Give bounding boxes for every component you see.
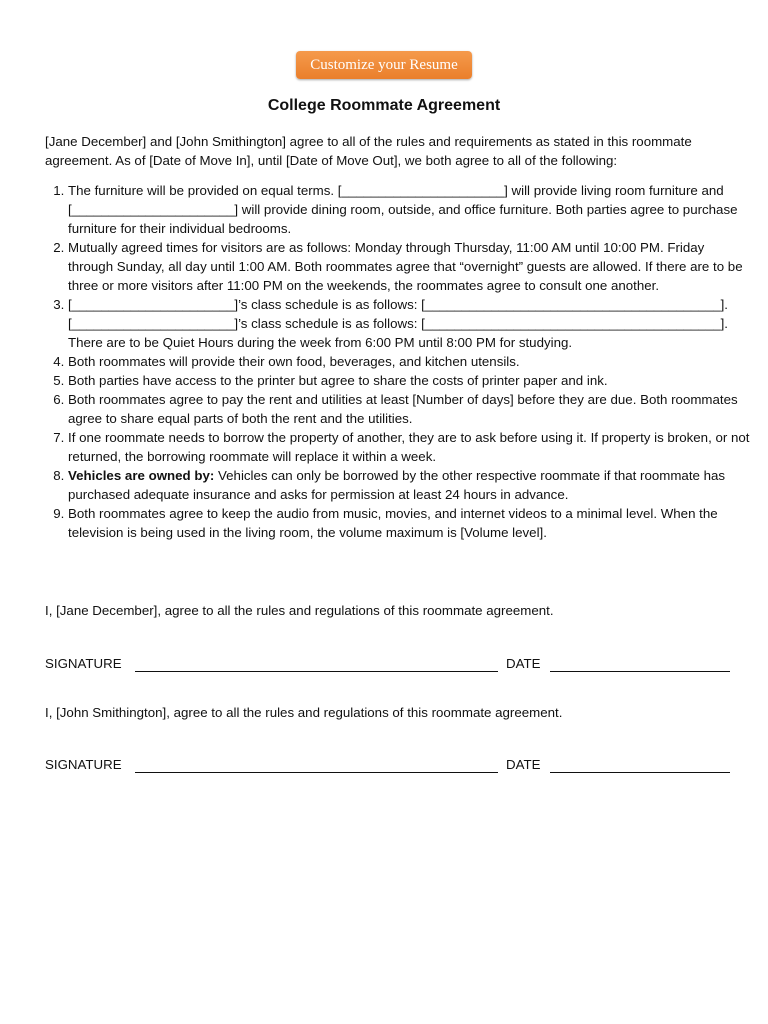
- term-text: If one roommate needs to borrow the property of another, they are to ask before using it. If property is broken, or not returned, the borrowing roommate will replace it within a week.: [68, 430, 750, 464]
- term-text: Both roommates will provide their own food, beverages, and kitchen utensils.: [68, 354, 520, 369]
- consent-statement-1: I, [Jane December], agree to all the rules and regulations of this roommate agreement.: [45, 603, 554, 618]
- list-item: [68, 238, 750, 295]
- intro-paragraph: [Jane December] and [John Smithington] agree to all of the rules and requirements as stated in this roommate agreement. As of [Date of Move In], until [Date of Move Out], we both agree to all of the following:: [45, 134, 692, 168]
- signature-label: SIGNATURE: [45, 757, 122, 772]
- term-text: Vehicles can only be borrowed by the other respective roommate if that roommate has purchased adequate insurance and asks for permission at least 24 hours in advance.: [68, 468, 726, 502]
- date-line: [550, 772, 730, 773]
- signature-line: [135, 671, 498, 672]
- list-item: [68, 352, 750, 371]
- term-text: Mutually agreed times for visitors are as follows: Monday through Thursday, 11:00 AM until 10:00 PM. Friday through Sunday, all day until 1:00 AM. Both roommates agree that “overnight” guests are allowed. If there are to be three or more visitors after 11:00 PM on the weekends, the roommates agree to consult one another.: [68, 240, 743, 293]
- signature-line: [135, 772, 498, 773]
- terms-list: [45, 181, 750, 542]
- date-label: DATE: [506, 656, 541, 671]
- signature-label: SIGNATURE: [45, 656, 122, 671]
- cta-bar: [0, 51, 768, 79]
- list-item: [68, 428, 750, 466]
- term-text: [______________________]’s class schedule is as follows: [________________________________________].: [68, 297, 729, 312]
- list-item: [68, 466, 750, 504]
- term-text: There are to be Quiet Hours during the week from 6:00 PM until 8:00 PM for studying.: [68, 335, 573, 350]
- consent-statement-2: I, [John Smithington], agree to all the rules and regulations of this roommate agreement.: [45, 705, 563, 720]
- list-item: [68, 390, 750, 428]
- signature-row-2: [45, 755, 730, 775]
- term-bold-lead: Vehicles are owned by:: [68, 468, 215, 483]
- signature-row-1: [45, 654, 730, 674]
- term-text: [______________________]’s class schedule is as follows: [________________________________________].: [68, 316, 729, 331]
- customize-resume-button[interactable]: Customize your Resume: [296, 51, 471, 79]
- list-item: [68, 295, 750, 352]
- term-text: Both roommates agree to pay the rent and utilities at least [Number of days] before they are due. Both roommates agree to share equal parts of both the rent and the utilities.: [68, 392, 738, 426]
- date-line: [550, 671, 730, 672]
- list-item: [68, 504, 750, 542]
- term-text: Both parties have access to the printer but agree to share the costs of printer paper and ink.: [68, 373, 608, 388]
- date-label: DATE: [506, 757, 541, 772]
- list-item: [68, 181, 750, 238]
- term-text: Both roommates agree to keep the audio from music, movies, and internet videos to a minimal level. When the television is being used in the living room, the volume maximum is [Volume level].: [68, 506, 718, 540]
- term-text: The furniture will be provided on equal terms. [______________________] will provide living room furniture and [______________________] will provide dining room, outside, and office furniture. Both parties agree to purchase furniture for their individual bedrooms.: [68, 183, 738, 236]
- list-item: [68, 371, 750, 390]
- document-title: College Roommate Agreement: [267, 97, 501, 114]
